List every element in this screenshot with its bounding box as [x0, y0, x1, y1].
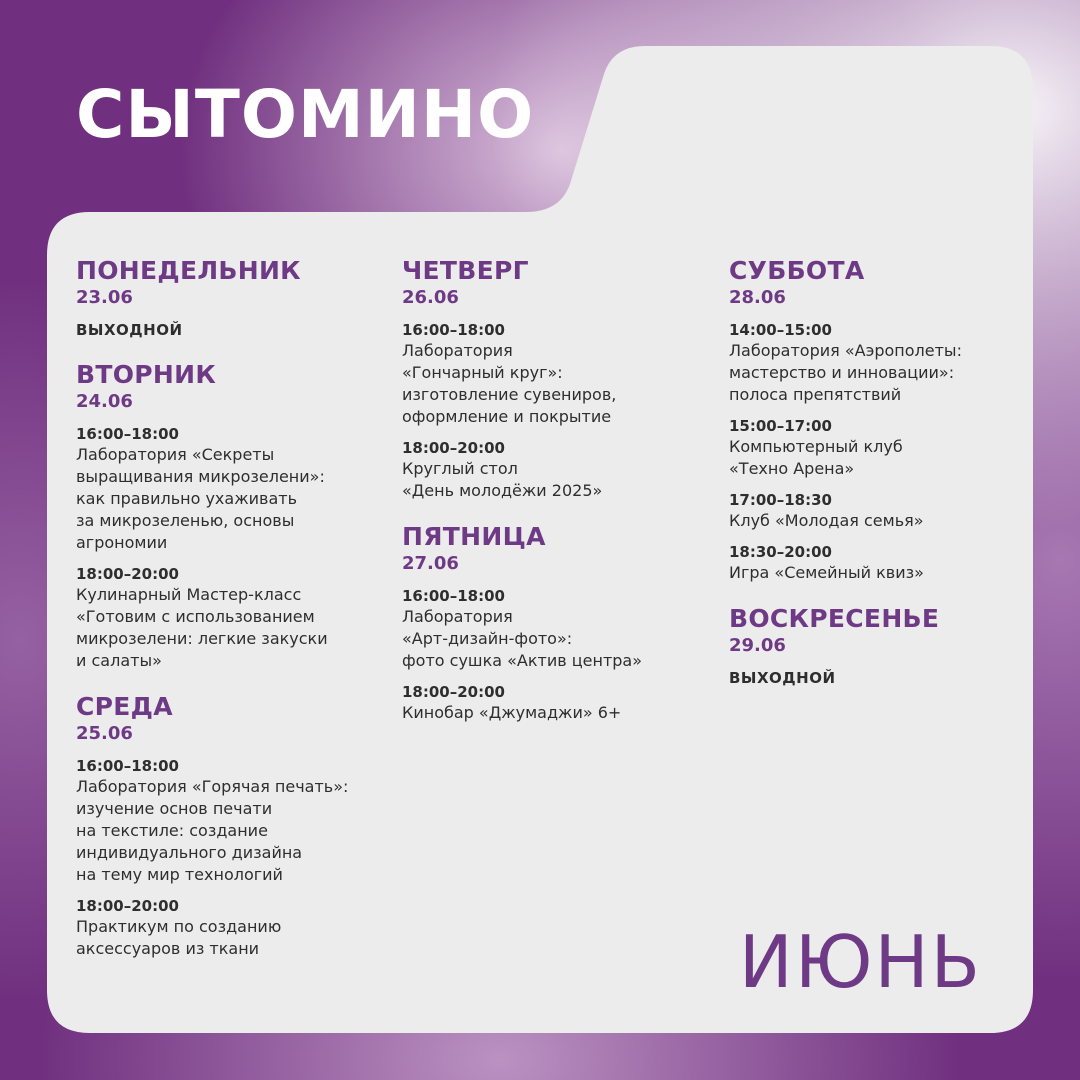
city-title: СЫТОМИНО — [76, 76, 535, 153]
schedule-column-1 — [76, 256, 376, 980]
event-item — [729, 320, 1029, 406]
event-item — [402, 438, 702, 502]
event-title: Кинобар «Джумаджи» 6+ — [402, 703, 622, 722]
event-time: 17:00–18:30 — [729, 491, 832, 509]
event-title: Компьютерный клуб «Техно Арена» — [729, 437, 903, 478]
event-item — [729, 416, 1029, 480]
event-item — [402, 320, 702, 428]
event-item — [76, 424, 376, 554]
month-title: ИЮНЬ — [738, 920, 982, 1004]
day-name: СУББОТА — [729, 256, 865, 285]
schedule-column-2 — [402, 256, 702, 744]
day-name: СРЕДА — [76, 692, 173, 721]
event-time: 18:00–20:00 — [76, 565, 179, 583]
event-item — [402, 682, 702, 724]
event-title: Круглый стол «День молодёжи 2025» — [402, 459, 603, 500]
event-time: 16:00–18:00 — [76, 757, 179, 775]
event-time: 18:30–20:00 — [729, 543, 832, 561]
event-title: Лаборатория «Арт-дизайн-фото»: фото сушка «Актив центра» — [402, 607, 643, 670]
event-time: 16:00–18:00 — [402, 587, 505, 605]
event-title: Клуб «Молодая семья» — [729, 511, 924, 530]
day-name: ЧЕТВЕРГ — [402, 256, 529, 285]
day-date: 23.06 — [76, 287, 133, 308]
day-date: 24.06 — [76, 391, 133, 412]
day-name: ПЯТНИЦА — [402, 522, 546, 551]
event-title: Лаборатория «Секреты выращивания микрозелени»: как правильно ухаживать за микрозеленью, основы агрономии — [76, 445, 325, 552]
day-date: 25.06 — [76, 723, 133, 744]
day-date: 29.06 — [729, 635, 786, 656]
day-date: 28.06 — [729, 287, 786, 308]
event-item — [76, 896, 376, 960]
day-monday — [76, 256, 376, 340]
event-title: Лаборатория «Горячая печать»: изучение основ печати на текстиле: создание индивидуального дизайна на тему мир технологий — [76, 777, 349, 884]
day-name: ВТОРНИК — [76, 360, 217, 389]
day-thursday — [402, 256, 702, 502]
schedule-column-3 — [729, 256, 1029, 708]
event-item — [729, 490, 1029, 532]
event-time: 16:00–18:00 — [402, 321, 505, 339]
event-item — [76, 756, 376, 886]
day-name: ПОНЕДЕЛЬНИК — [76, 256, 301, 285]
day-date: 26.06 — [402, 287, 459, 308]
day-date: 27.06 — [402, 553, 459, 574]
event-time: 16:00–18:00 — [76, 425, 179, 443]
day-off-label: ВЫХОДНОЙ — [76, 321, 183, 339]
event-title: Кулинарный Мастер-класс «Готовим с использованием микрозелени: легкие закуски и салаты» — [76, 585, 328, 670]
day-wednesday — [76, 692, 376, 960]
event-item — [729, 542, 1029, 584]
day-friday — [402, 522, 702, 724]
event-title: Игра «Семейный квиз» — [729, 563, 924, 582]
event-time: 14:00–15:00 — [729, 321, 832, 339]
event-title: Практикум по созданию аксессуаров из ткани — [76, 917, 282, 958]
day-saturday — [729, 256, 1029, 584]
event-time: 18:00–20:00 — [76, 897, 179, 915]
event-title: Лаборатория «Аэрополеты: мастерство и инновации»: полоса препятствий — [729, 341, 962, 404]
day-off-label: ВЫХОДНОЙ — [729, 669, 836, 687]
event-time: 18:00–20:00 — [402, 683, 505, 701]
day-tuesday — [76, 360, 376, 672]
day-sunday — [729, 604, 1029, 688]
event-item — [76, 564, 376, 672]
event-item — [402, 586, 702, 672]
event-title: Лаборатория «Гончарный круг»: изготовление сувениров, оформление и покрытие — [402, 341, 617, 426]
day-name: ВОСКРЕСЕНЬЕ — [729, 604, 940, 633]
event-time: 15:00–17:00 — [729, 417, 832, 435]
event-time: 18:00–20:00 — [402, 439, 505, 457]
